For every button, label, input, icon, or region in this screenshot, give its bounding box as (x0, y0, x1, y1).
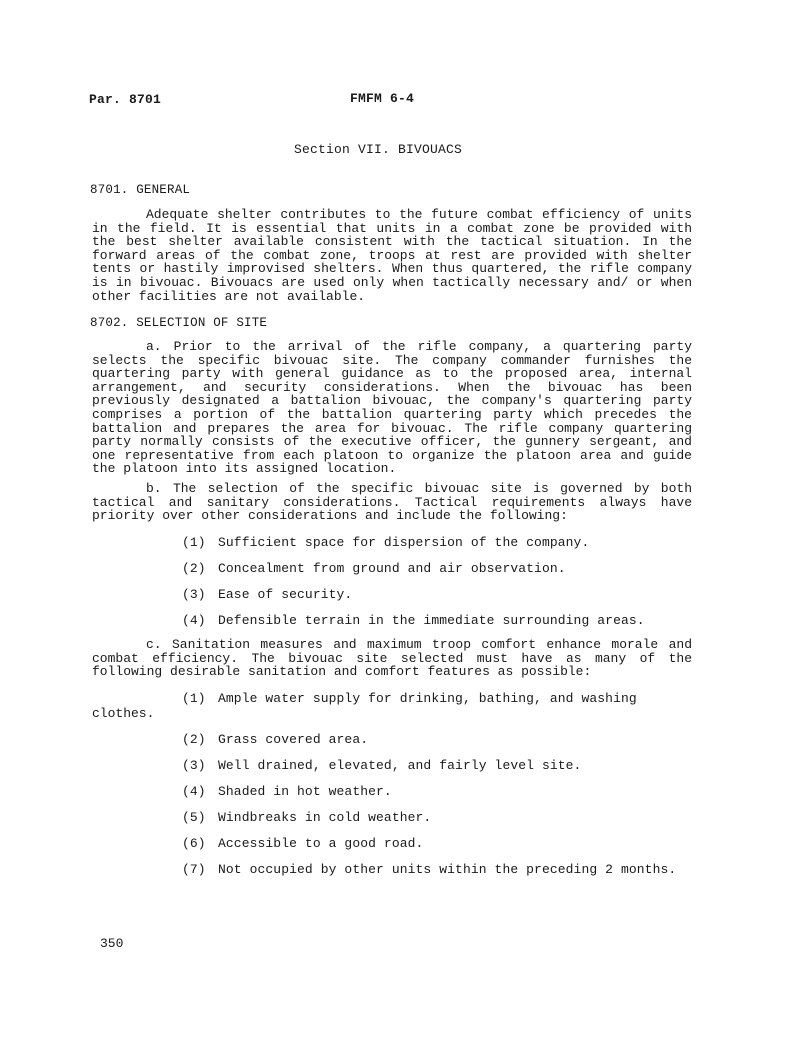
list-item (182, 836, 423, 851)
list-item-number: (5) (182, 810, 206, 825)
list-item-text: Defensible terrain in the immediate surrounding areas. (218, 613, 645, 628)
list-item-number: (3) (182, 758, 206, 773)
paragraph-general: Adequate shelter contributes to the future combat efficiency of units in the field. It is essential that units in a combat zone be provided with the best shelter available consistent with the tactical situation. In the forward areas of the combat zone, troops at rest are provided with shelter tents or hastily improvised shelters. When thus quartered, the rifle company is in bivouac. Bivouacs are used only when tactically necessary and/ or when other facilities are not available. (92, 207, 692, 304)
list-item-text: Windbreaks in cold weather. (218, 810, 432, 825)
list-item-number: (2) (182, 732, 206, 747)
header-manual-id: FMFM 6-4 (350, 91, 415, 106)
list-item-text: Ample water supply for drinking, bathing, and washing (218, 691, 637, 706)
paragraph-c: c. Sanitation measures and maximum troop comfort enhance morale and combat efficiency. The bivouac site selected must have as many of the following desirable sanitation and comfort features as possible: (92, 637, 692, 680)
list-item-number: (1) (182, 535, 206, 550)
list-item-text: Sufficient space for dispersion of the company. (218, 535, 590, 550)
list-item-number: (2) (182, 561, 206, 576)
heading-selection-of-site: 8702. SELECTION OF SITE (90, 316, 268, 330)
list-item-text: Grass covered area. (218, 732, 369, 747)
paragraph-b: b. The selection of the specific bivouac site is governed by both tactical and sanitary considerations. Tactical requirements always have priority over other considerations and include the following: (92, 481, 692, 524)
list-item (182, 535, 589, 550)
list-item-number: (4) (182, 784, 206, 799)
list-item-number: (7) (182, 862, 206, 877)
list-item-continuation: clothes. (92, 706, 155, 721)
list-item (182, 587, 352, 602)
list-item (182, 561, 566, 576)
list-item-number: (6) (182, 836, 206, 851)
list-item (182, 613, 645, 628)
paragraph-a: a. Prior to the arrival of the rifle company, a quartering party selects the specific bivouac site. The company commander furnishes the quartering party with general guidance as to the proposed area, internal arrangement, and security considerations. When the bivouac has been previously designated a battalion bivouac, the company's quartering party comprises a portion of the battalion quartering party which precedes the battalion and prepares the area for bivouac. The rifle company quartering party normally consists of the executive officer, the gunnery sergeant, and one representative from each platoon to organize the platoon area and guide the platoon into its assigned location. (92, 339, 692, 477)
list-item-number: (4) (182, 613, 206, 628)
page-number: 350 (100, 936, 124, 951)
list-item (182, 691, 637, 706)
list-item (182, 758, 581, 773)
header-paragraph-ref: Par. 8701 (89, 92, 162, 107)
list-item-text: Not occupied by other units within the preceding 2 months. (218, 862, 677, 877)
list-item (182, 810, 431, 825)
list-item (182, 732, 368, 747)
heading-general: 8701. GENERAL (90, 183, 191, 197)
list-item-text: Concealment from ground and air observation. (218, 561, 566, 576)
list-item-number: (1) (182, 691, 206, 706)
list-item-text: Shaded in hot weather. (218, 784, 392, 799)
list-item-text: Ease of security. (218, 587, 353, 602)
list-item-text: Well drained, elevated, and fairly level site. (218, 758, 582, 773)
list-item (182, 862, 676, 877)
list-item (182, 784, 392, 799)
list-item-number: (3) (182, 587, 206, 602)
list-item-text: Accessible to a good road. (218, 836, 424, 851)
section-title: Section VII. BIVOUACS (294, 142, 463, 157)
